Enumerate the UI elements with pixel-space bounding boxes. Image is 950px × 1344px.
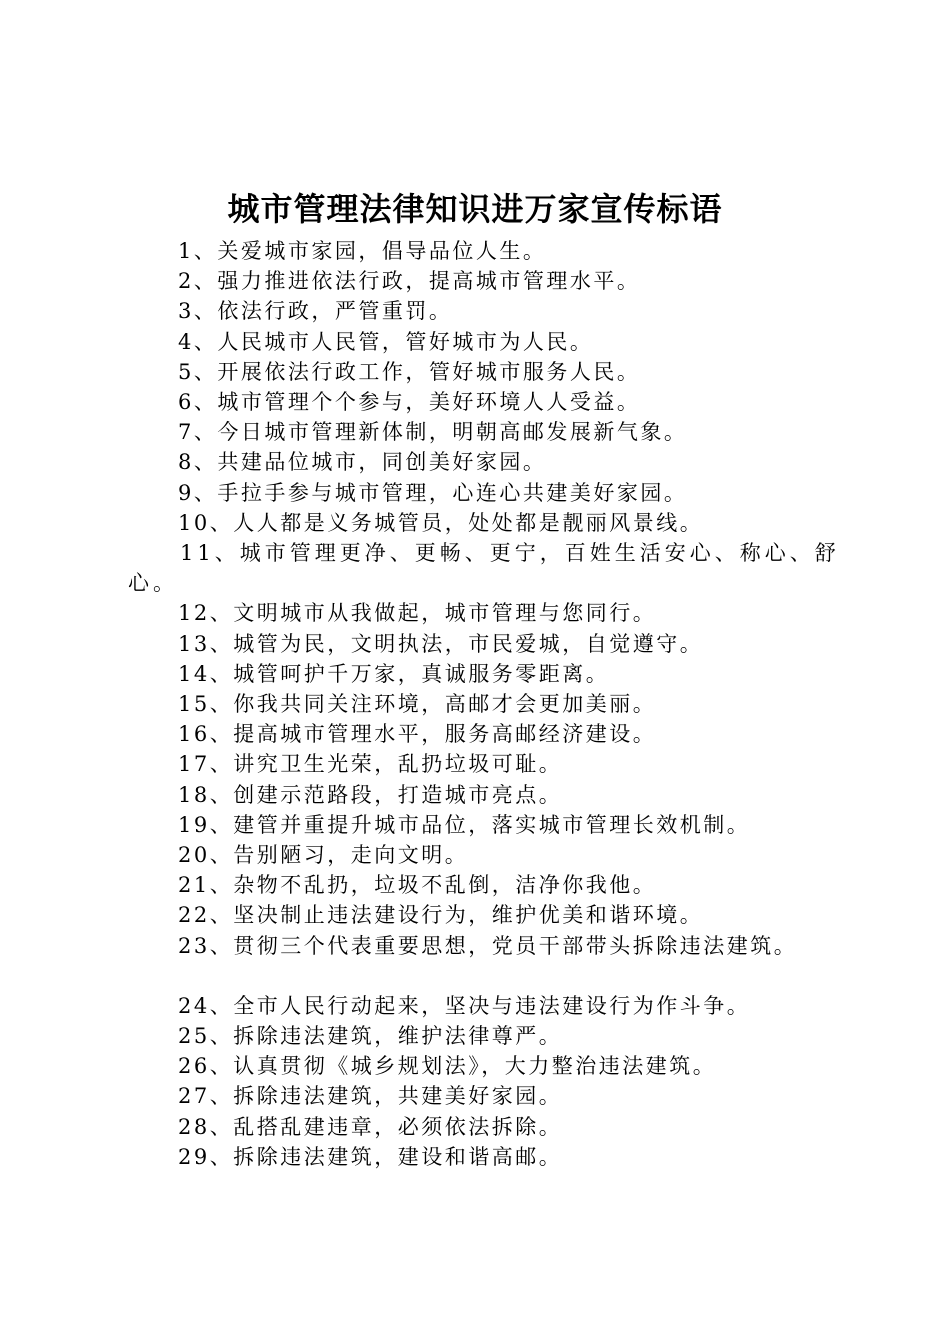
slogan-item: 22、坚决制止违法建设行为，维护优美和谐环境。 — [178, 903, 704, 928]
slogan-item: 28、乱搭乱建违章，必须依法拆除。 — [178, 1114, 563, 1139]
slogan-item: 18、创建示范路段，打造城市亮点。 — [178, 782, 563, 807]
slogan-item: 8、共建品位城市，同创美好家园。 — [178, 450, 547, 475]
slogan-item: 10、人人都是义务城管员，处处都是靓丽风景线。 — [178, 510, 704, 535]
slogan-item: 26、认真贯彻《城乡规划法》，大力整治违法建筑。 — [178, 1054, 717, 1079]
slogan-item: 3、依法行政，严管重罚。 — [178, 299, 453, 324]
slogan-item: 11、城市管理更净、更畅、更宁，百姓生活安心、称心、舒心。 — [128, 541, 840, 596]
slogan-item: 2、强力推进依法行政，提高城市管理水平。 — [178, 269, 641, 294]
slogan-item: 27、拆除违法建筑，共建美好家园。 — [178, 1084, 563, 1109]
slogan-item: 1、关爱城市家园，倡导品位人生。 — [178, 239, 547, 263]
slogan-item: 21、杂物不乱扔，垃圾不乱倒，洁净你我他。 — [178, 873, 657, 898]
slogan-item: 29、拆除违法建筑，建设和谐高邮。 — [178, 1144, 563, 1169]
slogan-item: 17、讲究卫生光荣，乱扔垃圾可耻。 — [178, 752, 563, 777]
slogan-item: 24、全市人民行动起来，坚决与违法建设行为作斗争。 — [178, 993, 751, 1018]
slogan-item: 6、城市管理个个参与，美好环境人人受益。 — [178, 390, 641, 415]
paragraph-gap — [128, 961, 848, 991]
slogan-item: 5、开展依法行政工作，管好城市服务人民。 — [178, 359, 641, 384]
slogan-item: 25、拆除违法建筑，维护法律尊严。 — [178, 1024, 563, 1049]
slogan-item: 12、文明城市从我做起，城市管理与您同行。 — [178, 601, 657, 626]
slogan-item: 23、贯彻三个代表重要思想，党员干部带头拆除违法建筑。 — [178, 933, 798, 958]
slogan-list — [128, 236, 848, 1172]
slogan-item: 15、你我共同关注环境，高邮才会更加美丽。 — [178, 692, 657, 717]
slogan-item: 19、建管并重提升城市品位，落实城市管理长效机制。 — [178, 812, 751, 837]
slogan-item: 7、今日城市管理新体制，明朝高邮发展新气象。 — [178, 420, 688, 445]
slogan-item: 13、城管为民，文明执法，市民爱城，自觉遵守。 — [178, 631, 704, 656]
slogan-item: 4、人民城市人民管，管好城市为人民。 — [178, 329, 594, 354]
slogan-item: 9、手拉手参与城市管理，心连心共建美好家园。 — [178, 480, 688, 505]
slogan-item: 20、告别陋习，走向文明。 — [178, 843, 469, 868]
slogan-item: 14、城管呵护千万家，真诚服务零距离。 — [178, 661, 610, 686]
slogan-item: 16、提高城市管理水平，服务高邮经济建设。 — [178, 722, 657, 747]
document-title: 城市管理法律知识进万家宣传标语 — [227, 190, 723, 228]
